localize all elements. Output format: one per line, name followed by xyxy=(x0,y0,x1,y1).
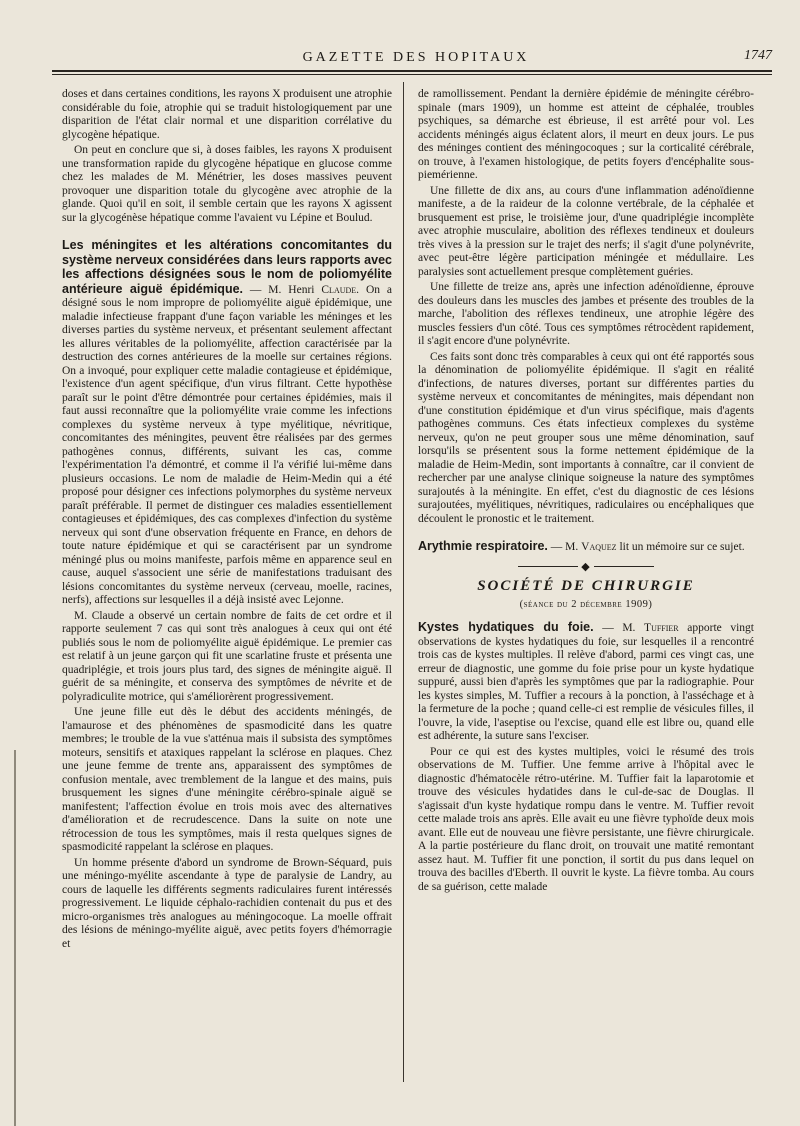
paragraph: M. Claude a observé un certain nombre de faits de cet ordre et il rapporte seulement 7 cas qui sont très analogues à ceux qui ont été publiés sous le nom de poliomyélite aiguë épidémique. Le premier cas est relatif à un jeune garçon qui fit une scarlatine fruste et présenta une quadriplégie, et trois jours plus tard, des signes de méningite aiguë. Il guérit de sa méningite, et conserva des symptômes de névrite et de polyradiculite motrice, qui s'améliorèrent progressivement. xyxy=(62,609,392,703)
author-intro: — M. xyxy=(547,541,582,553)
article-arythmie xyxy=(418,540,754,555)
paragraph: doses et dans certaines conditions, les rayons X produisent une atrophie considérable du foie, atrophie qui se traduit histologiquement par une disparition de l'état clair normal et une disparition corrélative du glycogène hépatique. xyxy=(62,88,392,141)
paragraph: Une fillette de treize ans, après une infection adénoïdienne, éprouve des douleurs dans les muscles des jambes et présente des troubles de la marche, l'abolition des réflexes tendineux, une atrophie légère des muscles fessiers d'un côté. Tous ces symptômes rétrocèdent rapidement, il s'agit encore d'une polynévrite. xyxy=(418,281,754,347)
paragraph: Pour ce qui est des kystes multiples, voici le résumé des trois observations de M. Tuffier. Une femme arrive à l'hôpital avec le diagnostic d'hématocèle rétro-utérine. M. Tuffier fait la laparotomie et trouve des vésicules hydatides dans le cul-de-sac de Douglas. Il s'agissait d'un kyste hydatique rompu dans le ventre. M. Tuffier revoit cette malade trois ans après. Elle avait eu une fièvre typhoïde deux mois avant. Elle eut de nouveau une fièvre persistante, une fièvre chirurgicale. A la partie postérieure du flanc droit, on trouvait une matité remontant assez haut. M. Tuffier fit une ponction, il sortit du pus dans lequel on trouva des bacilles d'Eberth. Il ouvrit le kyste. La fièvre tomba. Au cours de sa guérison, cette malade xyxy=(418,745,754,893)
paragraph: Un homme présente d'abord un syndrome de Brown-Séquard, puis une méningo-myélite ascendante à type de paralysie de Landry, au cours de laquelle les différents segments radiculaires furent intéressés progressivement. Le liquide céphalo-rachidien contenait du pus et des micro-organismes très analogues au méningocoque. La moelle offrait des lésions de méningo-myélite aiguë, avec petits foyers d'hémorragie et xyxy=(62,856,392,950)
article-kystes xyxy=(418,621,754,744)
column-divider xyxy=(403,82,404,1082)
paragraph: lit un mémoire sur ce sujet. xyxy=(616,541,745,553)
author-intro: — M. xyxy=(593,622,645,634)
margin-binding-line xyxy=(14,750,16,1126)
author-name: Claude xyxy=(321,283,357,296)
left-column xyxy=(62,88,392,953)
author-name: Vaquez xyxy=(581,541,617,553)
paragraph: apporte vingt observations de kystes hydatiques du foie, sur lesquelles il a rencontré trois cas de kystes multiples. Il relève d'abord, parmi ces vingt cas, une erreur de diagnostic, une gomme du foie prise pour un kyste hydatique suppuré, aussi bien d'après les symptômes que par la radiographie. Pour les kystes simples, M. Tuffier a recours à la ponction, à l'asséchage et à la fermeture de la poche ; quand celle-ci est remplie de vésicules filles, il l'ouvre, la vide, l'aseptise ou l'excise, quand elle est libre ou, quand elle est adhérente, la suture sans l'exciser. xyxy=(418,622,754,742)
header-rule-thin xyxy=(52,74,772,75)
paragraph: Une fillette de dix ans, au cours d'une inflammation adénoïdienne manifeste, a de la raideur de la colonne vertébrale, de la céphalée et brusquement est prise, le troisième jour, d'une quadriplégie incomplète avec atrophie musculaire, abolition des réflexes tendineux et douleurs très vives à la pression sur le trajet des nerfs; il s'agit d'une polynévrite, avec peut-être légère participation méningée et médullaire. Les paralysies sont actuellement presque complètement guéries. xyxy=(418,184,754,278)
author-intro: — M. Henri xyxy=(243,283,322,296)
paragraph: On peut en conclure que si, à doses faibles, les rayons X produisent une transformation rapide du glycogène hépatique en glucose comme chez les malades de M. Ménétrier, les doses massives peuvent provoquer une disparition totale du glycogène avec atrophie de la glande. Quoi qu'il en soit, il semble certain que les rayons X agissent sur la glycogénèse hépatique comme l'avaient vu Lépine et Boulud. xyxy=(62,144,392,224)
article-heading: Kystes hydatiques du foie. xyxy=(418,620,594,634)
paragraph: . On a désigné sous le nom impropre de poliomyélite aiguë épidémique, une maladie infectieuse frappant d'une façon variable les méninges et les diverses parties du système nerveux, et présentant seulement affectant les allures véritables de la poliomyélite, affection caractérisée par la destruction des cornes antérieures de la moelle sur certaines régions. On a invoqué, pour expliquer cette maladie contagieuse et épidémique, l'existence d'un agent spécifique, d'un virus filtrant. Cette hypothèse paraît sur le point d'être démontrée pour certaines épidémies, mais il faut aussi reconnaître que la poliomyélite vraie comme les infections complexes du système nerveux à type myélitique, névritique, concomitantes des méningites, peuvent être réalisées par des germes pathogènes connus, différents, suivant les cas, comme l'expérimentation l'a démontré, et comme il l'a vérifié lui-même dans plusieurs occasions. Le nom de maladie de Heim-Medin qui a été proposé pour désigner ces infections polymorphes du système nerveux paraît préférable. Il permet de distinguer ces maladies essentiellement contagieuses et épidémiques, des cas complexes d'infection du système nerveux qui sont d'une observation fréquente en France, en dehors de toute nature épidémique et qui se caractérisent par un syndrome méningé plus ou moins manifeste, parfois même en apparence seul en cause, auquel s'associent une série de manifestations traduisant des lésions concomitantes du système nerveux (cerveau, moelle, racines, nerfs), affections sur lesquelles il a déjà insisté avec Lejonne. xyxy=(62,283,392,606)
paragraph: Ces faits sont donc très comparables à ceux qui ont été rapportés sous la dénomination de poliomyélite épidémique. Il s'agit en réalité d'infections, de natures diverses, portant sur différentes parties du système nerveux et concomitantes de méningites, mais dépendant non d'une constitution épidémique et d'un virus spécifique, mais d'agents pathogènes communs. Ces états infectieux complexes du système nerveux, qu'on ne peut grouper sous une même dénomination, sauf lorsqu'ils se présentent sous la forme nettement épidémique de la maladie de Heim-Medin, sont importants à connaître, car il convient de rechercher par une analyse clinique soigneuse la nature des symptômes surajoutés à la méningite. En effet, c'est du diagnostic de ces lésions surajoutées, myélitiques, névritiques, radiculaires ou encéphaliques que découlent le pronostic et le traitement. xyxy=(418,350,754,525)
author-name: Tuffier xyxy=(644,622,679,634)
page-number: 1747 xyxy=(744,48,772,63)
ornament-divider: ◆ xyxy=(418,561,754,575)
article-heading: Les méningites et les altérations concomitantes du système nerveux considérées dans leurs rapports avec les affections désignées sous le nom de poliomyélite antérieure aiguë épidémique. xyxy=(62,238,392,296)
running-title: GAZETTE DES HOPITAUX xyxy=(302,50,530,65)
paragraph: Une jeune fille eut dès le début des accidents méningés, de l'amaurose et des phénomènes de spasmodicité dans les quatre membres; le trouble de la vue s'atténua mais il subsista des symptômes moteurs, sensitifs et ataxiques rappelant la sclérose en plaques. Chez une jeune femme de trente ans, apparaissent des symptômes de confusion mentale, avec tremblement de la langue et des mains, puis brusquement les signes d'une méningite cérébro-spinale aiguë se manifestent; l'affection évolue en trois mois avec des alternatives d'amélioration et de recrudescence. Dans la suite on note une rétrocession de tous les symptômes, mais il resta quelques signes de spasmodicité rappelant la sclérose en plaques. xyxy=(62,706,392,853)
header-rule xyxy=(52,70,772,72)
society-title: SOCIÉTÉ DE CHIRURGIE xyxy=(477,578,695,594)
session-date: (séance du 2 décembre 1909) xyxy=(519,598,653,610)
paragraph: de ramollissement. Pendant la dernière épidémie de méningite cérébro-spinale (mars 1909), un homme est atteint de céphalée, troubles psychiques, sa démarche est ébrieuse, il est arrêté pour vol. Les accidents méningés aigus éclatent alors, il meurt en deux jours. Le pus des méninges contient des méningocoques ; sur la corticalité cérébrale, on trouve, à l'examen histologique, de petits foyers d'encéphalite sous-piemérienne. xyxy=(418,88,754,181)
article-heading: Arythmie respiratoire. xyxy=(418,539,548,553)
article-meningites xyxy=(62,239,392,608)
right-column xyxy=(418,88,754,896)
